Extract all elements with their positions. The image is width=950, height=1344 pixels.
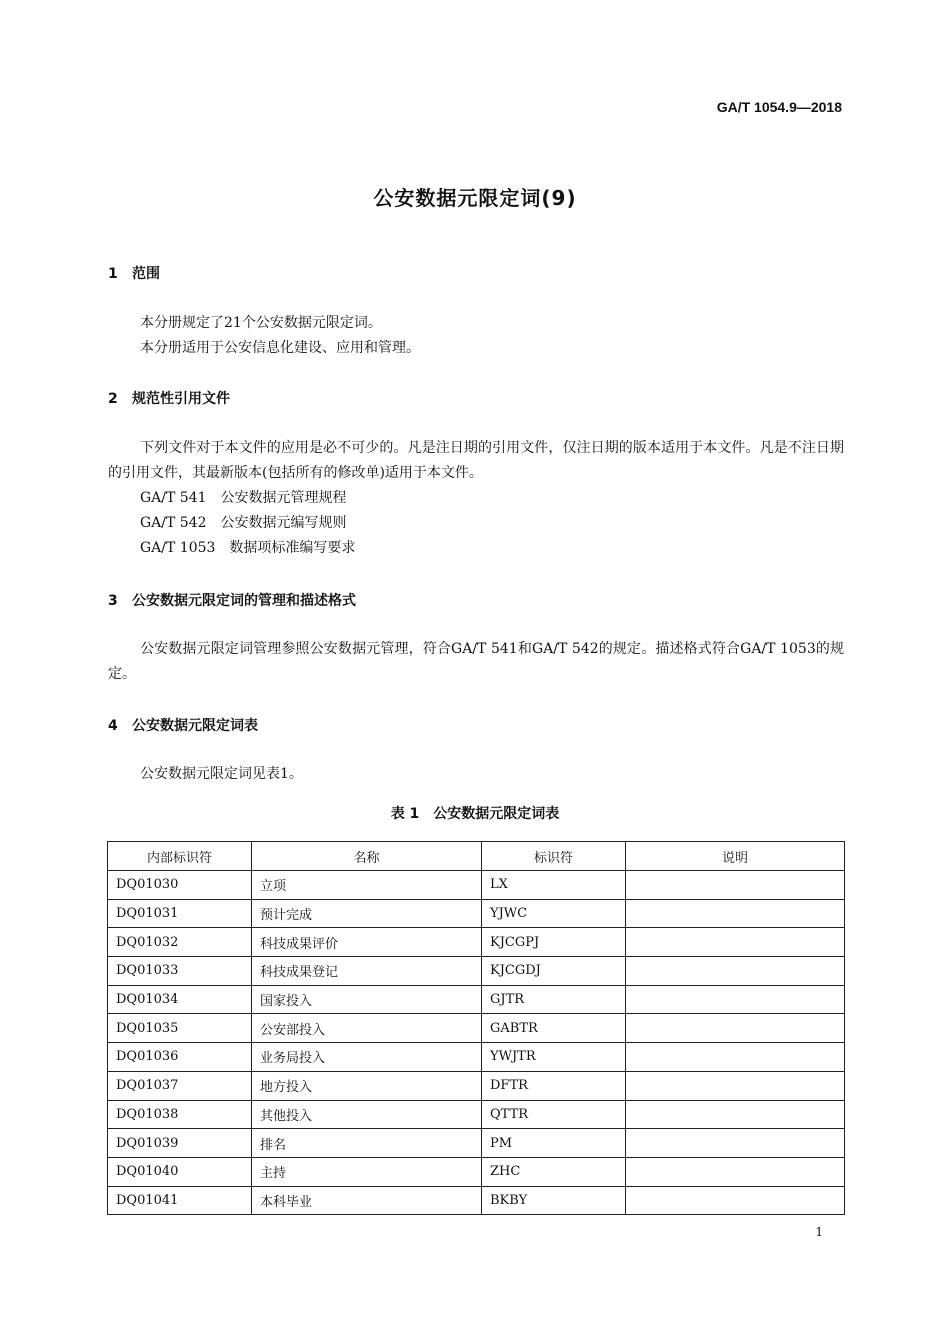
cell-internal-id: DQ01041 bbox=[108, 1186, 252, 1215]
cell-description bbox=[626, 899, 845, 928]
cell-description bbox=[626, 1186, 845, 1215]
table-row bbox=[108, 928, 845, 957]
standard-code: GA/T 1054.9—2018 bbox=[716, 99, 842, 115]
column-header: 说明 bbox=[626, 842, 845, 871]
section-number: 1 bbox=[108, 266, 118, 282]
cell-internal-id: DQ01034 bbox=[108, 985, 252, 1014]
cell-name: 公安部投入 bbox=[252, 1014, 482, 1043]
section-heading-management bbox=[108, 590, 356, 610]
table-row bbox=[108, 1014, 845, 1043]
reference-item: GA/T 541 公安数据元管理规程 bbox=[140, 490, 347, 506]
qualifier-table bbox=[107, 841, 845, 1215]
table-row bbox=[108, 1129, 845, 1158]
section-number: 3 bbox=[108, 593, 118, 609]
table-row bbox=[108, 957, 845, 986]
cell-identifier: ZHC bbox=[482, 1157, 626, 1186]
cell-description bbox=[626, 1129, 845, 1158]
cell-name: 地方投入 bbox=[252, 1071, 482, 1100]
page-number: 1 bbox=[815, 1225, 823, 1239]
cell-internal-id: DQ01036 bbox=[108, 1043, 252, 1072]
cell-internal-id: DQ01038 bbox=[108, 1100, 252, 1129]
column-header: 名称 bbox=[252, 842, 482, 871]
cell-description bbox=[626, 928, 845, 957]
table-row bbox=[108, 1157, 845, 1186]
cell-name: 国家投入 bbox=[252, 985, 482, 1014]
cell-internal-id: DQ01031 bbox=[108, 899, 252, 928]
cell-identifier: YJWC bbox=[482, 899, 626, 928]
cell-internal-id: DQ01035 bbox=[108, 1014, 252, 1043]
table-caption: 表 1 公安数据元限定词表 bbox=[390, 806, 560, 822]
cell-identifier: KJCGDJ bbox=[482, 957, 626, 986]
cell-internal-id: DQ01032 bbox=[108, 928, 252, 957]
cell-internal-id: DQ01030 bbox=[108, 871, 252, 900]
cell-description bbox=[626, 1014, 845, 1043]
cell-name: 预计完成 bbox=[252, 899, 482, 928]
cell-internal-id: DQ01037 bbox=[108, 1071, 252, 1100]
section-number: 4 bbox=[108, 718, 118, 734]
section-heading-references bbox=[108, 388, 230, 408]
cell-identifier: BKBY bbox=[482, 1186, 626, 1215]
section-heading-scope bbox=[108, 263, 160, 283]
cell-description bbox=[626, 1157, 845, 1186]
table-header-row bbox=[108, 842, 845, 871]
cell-internal-id: DQ01040 bbox=[108, 1157, 252, 1186]
cell-description bbox=[626, 1100, 845, 1129]
cell-identifier: GJTR bbox=[482, 985, 626, 1014]
table-row bbox=[108, 1071, 845, 1100]
scope-line-2: 本分册适用于公安信息化建设、应用和管理。 bbox=[140, 340, 420, 356]
table-row bbox=[108, 1100, 845, 1129]
cell-identifier: DFTR bbox=[482, 1071, 626, 1100]
section-title: 公安数据元限定词表 bbox=[132, 718, 258, 734]
section-title: 范围 bbox=[132, 266, 160, 282]
cell-identifier: PM bbox=[482, 1129, 626, 1158]
table-row bbox=[108, 985, 845, 1014]
cell-identifier: YWJTR bbox=[482, 1043, 626, 1072]
section-title: 公安数据元限定词的管理和描述格式 bbox=[132, 593, 356, 609]
cell-name: 科技成果评价 bbox=[252, 928, 482, 957]
cell-name: 科技成果登记 bbox=[252, 957, 482, 986]
table-row bbox=[108, 871, 845, 900]
cell-identifier: LX bbox=[482, 871, 626, 900]
cell-identifier: GABTR bbox=[482, 1014, 626, 1043]
cell-description bbox=[626, 985, 845, 1014]
reference-item: GA/T 1053 数据项标准编写要求 bbox=[140, 540, 356, 556]
section-number: 2 bbox=[108, 391, 118, 407]
section-heading-table bbox=[108, 715, 258, 735]
cell-name: 本科毕业 bbox=[252, 1186, 482, 1215]
reference-item: GA/T 542 公安数据元编写规则 bbox=[140, 515, 347, 531]
cell-description bbox=[626, 871, 845, 900]
scope-line-1: 本分册规定了21个公安数据元限定词。 bbox=[140, 315, 382, 331]
references-intro: 下列文件对于本文件的应用是必不可少的。凡是注日期的引用文件，仅注日期的版本适用于本文件。凡是不注日期的引用文件，其最新版本(包括所有的修改单)适用于本文件。 bbox=[108, 440, 844, 481]
cell-name: 排名 bbox=[252, 1129, 482, 1158]
cell-identifier: QTTR bbox=[482, 1100, 626, 1129]
column-header: 内部标识符 bbox=[108, 842, 252, 871]
table-row bbox=[108, 1186, 845, 1215]
cell-name: 其他投入 bbox=[252, 1100, 482, 1129]
table-row bbox=[108, 1043, 845, 1072]
table-intro: 公安数据元限定词见表1。 bbox=[140, 766, 303, 782]
cell-description bbox=[626, 1071, 845, 1100]
cell-name: 立项 bbox=[252, 871, 482, 900]
cell-name: 业务局投入 bbox=[252, 1043, 482, 1072]
table-row bbox=[108, 899, 845, 928]
document-title: 公安数据元限定词(9) bbox=[373, 186, 577, 210]
cell-identifier: KJCGPJ bbox=[482, 928, 626, 957]
cell-internal-id: DQ01033 bbox=[108, 957, 252, 986]
cell-description bbox=[626, 1043, 845, 1072]
column-header: 标识符 bbox=[482, 842, 626, 871]
management-paragraph: 公安数据元限定词管理参照公安数据元管理，符合GA/T 541和GA/T 542的规定。描述格式符合GA/T 1053的规定。 bbox=[108, 641, 844, 682]
cell-description bbox=[626, 957, 845, 986]
cell-name: 主持 bbox=[252, 1157, 482, 1186]
cell-internal-id: DQ01039 bbox=[108, 1129, 252, 1158]
section-title: 规范性引用文件 bbox=[132, 391, 230, 407]
